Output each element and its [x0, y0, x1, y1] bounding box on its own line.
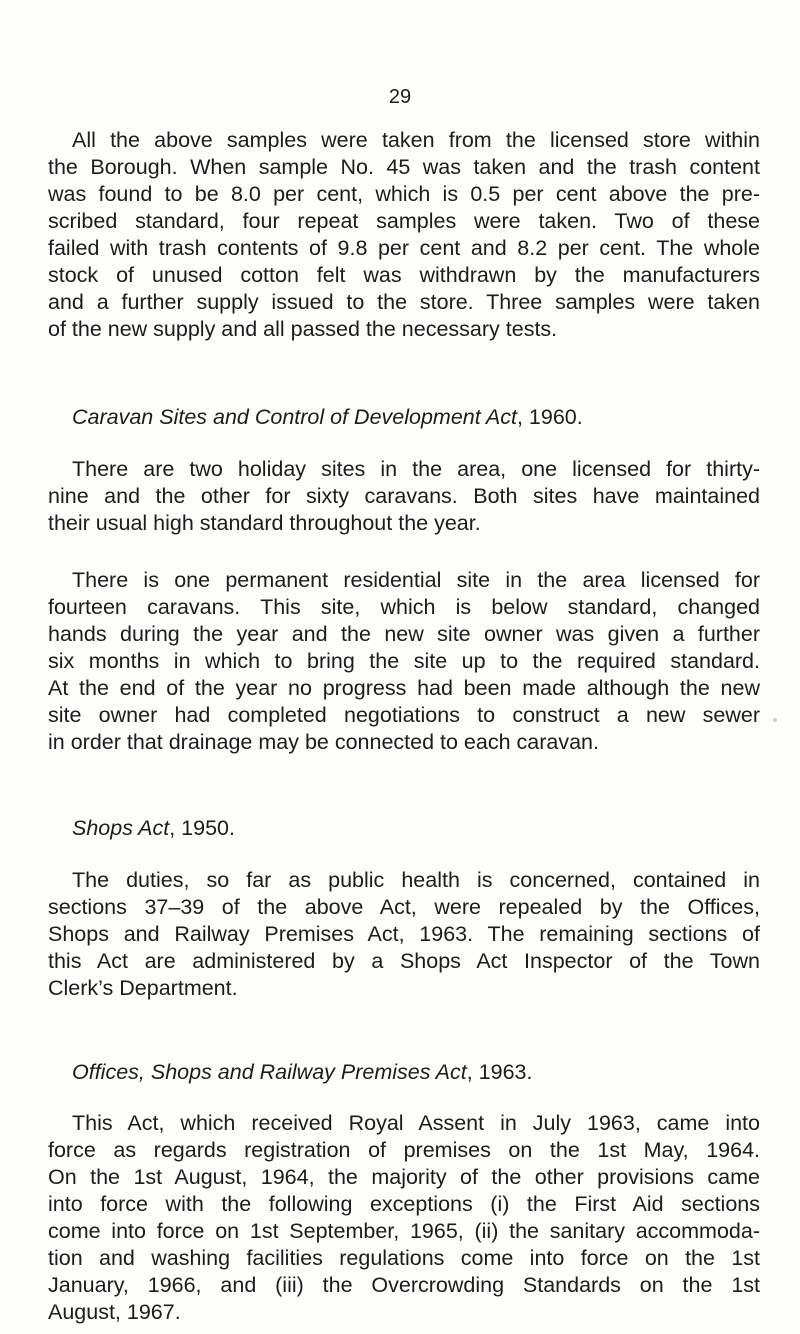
text-line: scribed standard, four repeat samples were taken. Two of these — [48, 209, 760, 233]
text-line: fourteen caravans. This site, which is below standard, changed — [48, 595, 760, 619]
text-line: the Borough. When sample No. 45 was taken and the trash content — [48, 155, 760, 179]
text-line: this Act are administered by a Shops Act Inspector of the Town — [48, 949, 760, 973]
text-line: On the 1st August, 1964, the majority of the other provisions came — [48, 1165, 760, 1189]
text-line: Shops and Railway Premises Act, 1963. The remaining sections of — [48, 922, 760, 946]
offices-act-heading — [48, 1059, 760, 1086]
text-line: At the end of the year no progress had been made although the new — [48, 676, 760, 700]
text-line: sections 37–39 of the above Act, were repealed by the Offices, — [48, 895, 760, 919]
text-line: stock of unused cotton felt was withdrawn by the manufacturers — [48, 263, 760, 287]
text-line: failed with trash contents of 9.8 per cent and 8.2 per cent. The whole — [48, 236, 760, 260]
act-year: , 1963. — [466, 1060, 533, 1084]
text-line: in order that drainage may be connected to each caravan. — [48, 730, 599, 754]
text-line: into force with the following exceptions (i) the First Aid sections — [48, 1192, 760, 1216]
caravan-sites-heading — [48, 404, 760, 431]
text-line: of the new supply and all passed the necessary tests. — [48, 317, 558, 341]
text-line: Clerk’s Department. — [48, 976, 238, 1000]
text-line: August, 1967. — [48, 1300, 181, 1324]
act-title: Caravan Sites and Control of Development Act — [72, 405, 517, 429]
act-title: Shops Act — [72, 816, 170, 840]
act-year: , 1950. — [169, 816, 235, 840]
text-line: their usual high standard throughout the year. — [48, 511, 481, 535]
text-line: There are two holiday sites in the area, one licensed for thirty- — [72, 457, 760, 481]
text-line: hands during the year and the new site owner was given a further — [48, 622, 760, 646]
offices-act-paragraph — [48, 1110, 760, 1326]
text-line: nine and the other for sixty caravans. Both sites have maintained — [48, 484, 760, 508]
text-line: This Act, which received Royal Assent in July 1963, came into — [72, 1111, 760, 1135]
text-line: The duties, so far as public health is concerned, contained in — [72, 868, 760, 892]
text-line: come into force on 1st September, 1965, (ii) the sanitary accommoda- — [48, 1219, 760, 1243]
shops-act-heading — [48, 815, 760, 842]
caravan-holiday-paragraph — [48, 456, 760, 537]
text-line: was found to be 8.0 per cent, which is 0.5 per cent above the pre- — [48, 182, 760, 206]
text-line: tion and washing facilities regulations come into force on the 1st — [48, 1246, 760, 1270]
text-line: January, 1966, and (iii) the Overcrowding Standards on the 1st — [48, 1273, 760, 1297]
caravan-residential-paragraph — [48, 567, 760, 756]
text-line: six months in which to bring the site up to the required standard. — [48, 649, 760, 673]
text-line: All the above samples were taken from the licensed store within — [72, 128, 760, 152]
text-line: site owner had completed negotiations to construct a new sewer — [48, 703, 760, 727]
shops-act-paragraph — [48, 867, 760, 1002]
act-title: Offices, Shops and Railway Premises Act — [72, 1060, 467, 1084]
text-line: and a further supply issued to the store. Three samples were taken — [48, 290, 760, 314]
act-year: , 1960. — [516, 405, 583, 429]
scan-speck — [773, 718, 777, 722]
text-line: There is one permanent residential site in the area licensed for — [72, 568, 760, 592]
text-line: force as regards registration of premises on the 1st May, 1964. — [48, 1138, 760, 1162]
page-number: 29 — [388, 86, 412, 108]
cotton-samples-paragraph — [48, 127, 760, 343]
